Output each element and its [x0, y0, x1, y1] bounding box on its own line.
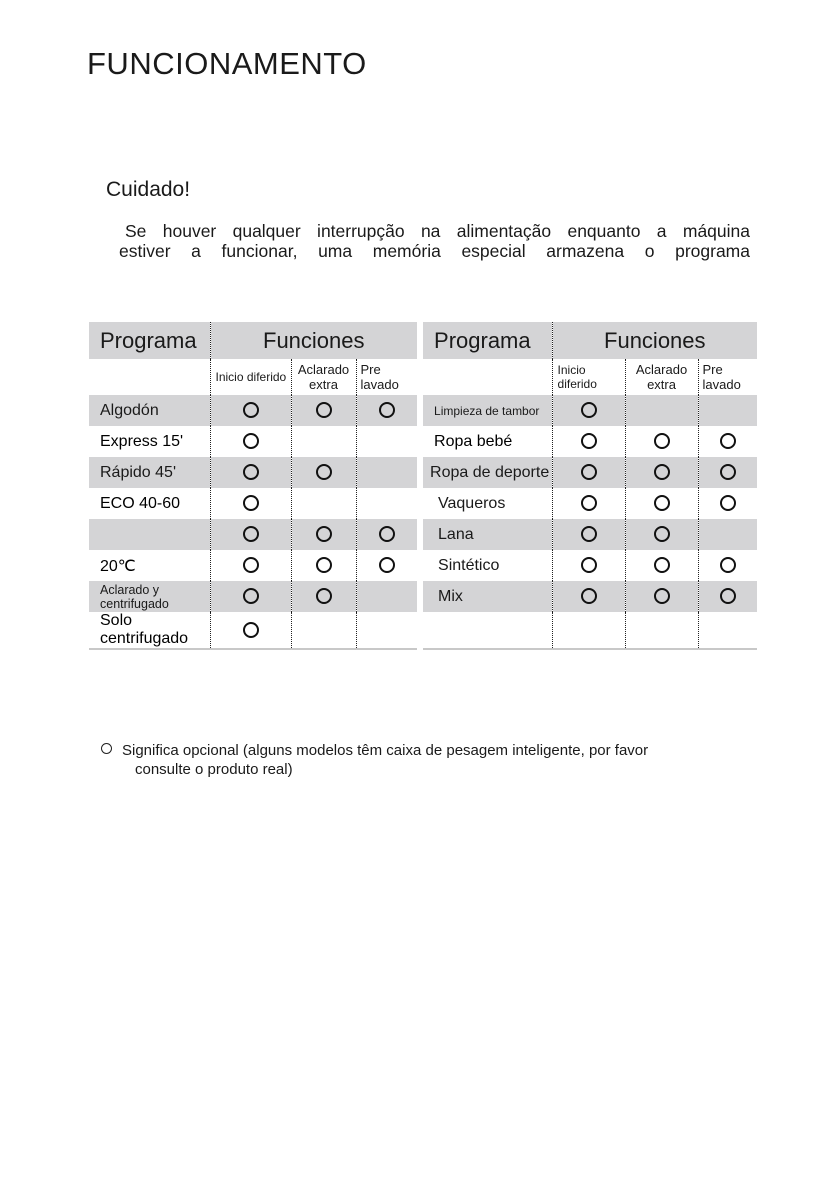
left-prewash-cell: [356, 426, 417, 457]
caution-line-1: Se houver qualquer interrupção na alimentação enquanto a máquina: [125, 221, 750, 241]
option-circle-icon: [581, 588, 597, 604]
left-rinse-cell: [291, 426, 356, 457]
right-program-cell: Lana: [423, 519, 552, 550]
table-row: [89, 426, 757, 457]
option-circle-icon: [316, 526, 332, 542]
note-line-1: Significa opcional (alguns modelos têm caixa de pesagem inteligente, por favor: [122, 742, 649, 759]
optional-circle-icon: [101, 743, 112, 754]
left-header-program: Programa: [89, 322, 210, 359]
caution-line-2: estiver a funcionar, uma memória especial armazena o programa: [119, 241, 750, 261]
left-rinse-cell: [291, 519, 356, 550]
option-circle-icon: [581, 557, 597, 573]
left-sub-prewash: Pre lavado: [360, 362, 399, 392]
right-prewash-cell: [698, 395, 757, 426]
right-prewash-cell: [698, 426, 757, 457]
option-circle-icon: [720, 557, 736, 573]
option-circle-icon: [243, 464, 259, 480]
option-circle-icon: [654, 526, 670, 542]
right-program-cell: Limpieza de tambor: [423, 395, 552, 426]
table-row: [89, 519, 757, 550]
left-program-cell: Rápido 45': [89, 457, 210, 488]
option-circle-icon: [316, 402, 332, 418]
option-circle-icon: [379, 557, 395, 573]
option-circle-icon: [654, 557, 670, 573]
left-program-cell: Solo centrifugado: [89, 612, 210, 649]
right-header-functions: Funciones: [552, 322, 757, 359]
table-row: [89, 395, 757, 426]
option-circle-icon: [243, 622, 259, 638]
option-circle-icon: [654, 495, 670, 511]
right-delay-cell: [552, 581, 625, 612]
left-prewash-cell: [356, 550, 417, 581]
right-rinse-cell: [625, 457, 698, 488]
option-circle-icon: [654, 433, 670, 449]
option-circle-icon: [581, 402, 597, 418]
right-program-cell: [423, 612, 552, 649]
right-delay-cell: [552, 457, 625, 488]
program-functions-table: [89, 322, 757, 650]
right-header-program: Programa: [423, 322, 552, 359]
option-circle-icon: [654, 464, 670, 480]
left-prewash-cell: [356, 519, 417, 550]
right-prewash-cell: [698, 581, 757, 612]
right-rinse-cell: [625, 395, 698, 426]
right-rinse-cell: [625, 550, 698, 581]
right-rinse-cell: [625, 488, 698, 519]
option-circle-icon: [316, 557, 332, 573]
left-delay-cell: [210, 426, 291, 457]
right-delay-cell: [552, 395, 625, 426]
right-program-cell: Ropa de deporte: [423, 457, 552, 488]
option-circle-icon: [720, 588, 736, 604]
option-circle-icon: [581, 464, 597, 480]
option-circle-icon: [316, 464, 332, 480]
option-circle-icon: [720, 433, 736, 449]
option-circle-icon: [720, 464, 736, 480]
right-prewash-cell: [698, 550, 757, 581]
left-program-cell: Aclarado y centrifugado: [89, 581, 210, 612]
note-line-2: consulte o produto real): [135, 761, 293, 778]
right-prewash-cell: [698, 488, 757, 519]
right-program-cell: Ropa bebé: [423, 426, 552, 457]
left-header-functions: Funciones: [210, 322, 417, 359]
caution-heading: Cuidado!: [106, 178, 191, 201]
left-prewash-cell: [356, 488, 417, 519]
left-delay-cell: [210, 457, 291, 488]
table-row: [89, 581, 757, 612]
left-delay-cell: [210, 395, 291, 426]
option-circle-icon: [581, 433, 597, 449]
left-sub-delay: Inicio diferido: [210, 359, 291, 395]
left-prewash-cell: [356, 395, 417, 426]
option-circle-icon: [243, 433, 259, 449]
option-circle-icon: [379, 526, 395, 542]
left-prewash-cell: [356, 457, 417, 488]
right-prewash-cell: [698, 519, 757, 550]
left-delay-cell: [210, 550, 291, 581]
right-program-cell: Sintético: [423, 550, 552, 581]
legend-note: [101, 741, 648, 779]
table-row: [89, 457, 757, 488]
table-row: [89, 488, 757, 519]
left-program-cell: 20℃: [89, 550, 210, 581]
right-rinse-cell: [625, 581, 698, 612]
left-delay-cell: [210, 519, 291, 550]
option-circle-icon: [243, 402, 259, 418]
left-sub-rinse: Aclarado extra: [291, 359, 356, 395]
caution-paragraph: [119, 221, 750, 261]
option-circle-icon: [379, 402, 395, 418]
right-rinse-cell: [625, 426, 698, 457]
option-circle-icon: [243, 495, 259, 511]
left-prewash-cell: [356, 581, 417, 612]
option-circle-icon: [243, 557, 259, 573]
right-program-cell: Vaqueros: [423, 488, 552, 519]
right-sub-prewash: Pre lavado: [702, 362, 741, 392]
left-rinse-cell: [291, 612, 356, 649]
left-delay-cell: [210, 581, 291, 612]
right-program-cell: Mix: [423, 581, 552, 612]
right-delay-cell: [552, 426, 625, 457]
right-sub-rinse: Aclarado extra: [625, 359, 698, 395]
page-title: FUNCIONAMENTO: [87, 46, 367, 81]
option-circle-icon: [720, 495, 736, 511]
right-rinse-cell: [625, 519, 698, 550]
right-prewash-cell: [698, 457, 757, 488]
right-sub-delay: Inicio diferido: [552, 359, 625, 395]
left-program-cell: [89, 519, 210, 550]
right-delay-cell: [552, 550, 625, 581]
option-circle-icon: [243, 588, 259, 604]
option-circle-icon: [316, 588, 332, 604]
table-row: [89, 550, 757, 581]
left-rinse-cell: [291, 395, 356, 426]
right-delay-cell: [552, 488, 625, 519]
table-row: [89, 612, 757, 649]
left-rinse-cell: [291, 457, 356, 488]
right-delay-cell: [552, 612, 625, 649]
left-program-cell: Algodón: [89, 395, 210, 426]
left-delay-cell: [210, 612, 291, 649]
left-rinse-cell: [291, 488, 356, 519]
left-program-cell: ECO 40-60: [89, 488, 210, 519]
option-circle-icon: [581, 526, 597, 542]
right-prewash-cell: [698, 612, 757, 649]
option-circle-icon: [654, 588, 670, 604]
left-program-cell: Express 15': [89, 426, 210, 457]
left-delay-cell: [210, 488, 291, 519]
right-delay-cell: [552, 519, 625, 550]
right-rinse-cell: [625, 612, 698, 649]
left-rinse-cell: [291, 581, 356, 612]
option-circle-icon: [581, 495, 597, 511]
option-circle-icon: [243, 526, 259, 542]
left-rinse-cell: [291, 550, 356, 581]
left-prewash-cell: [356, 612, 417, 649]
